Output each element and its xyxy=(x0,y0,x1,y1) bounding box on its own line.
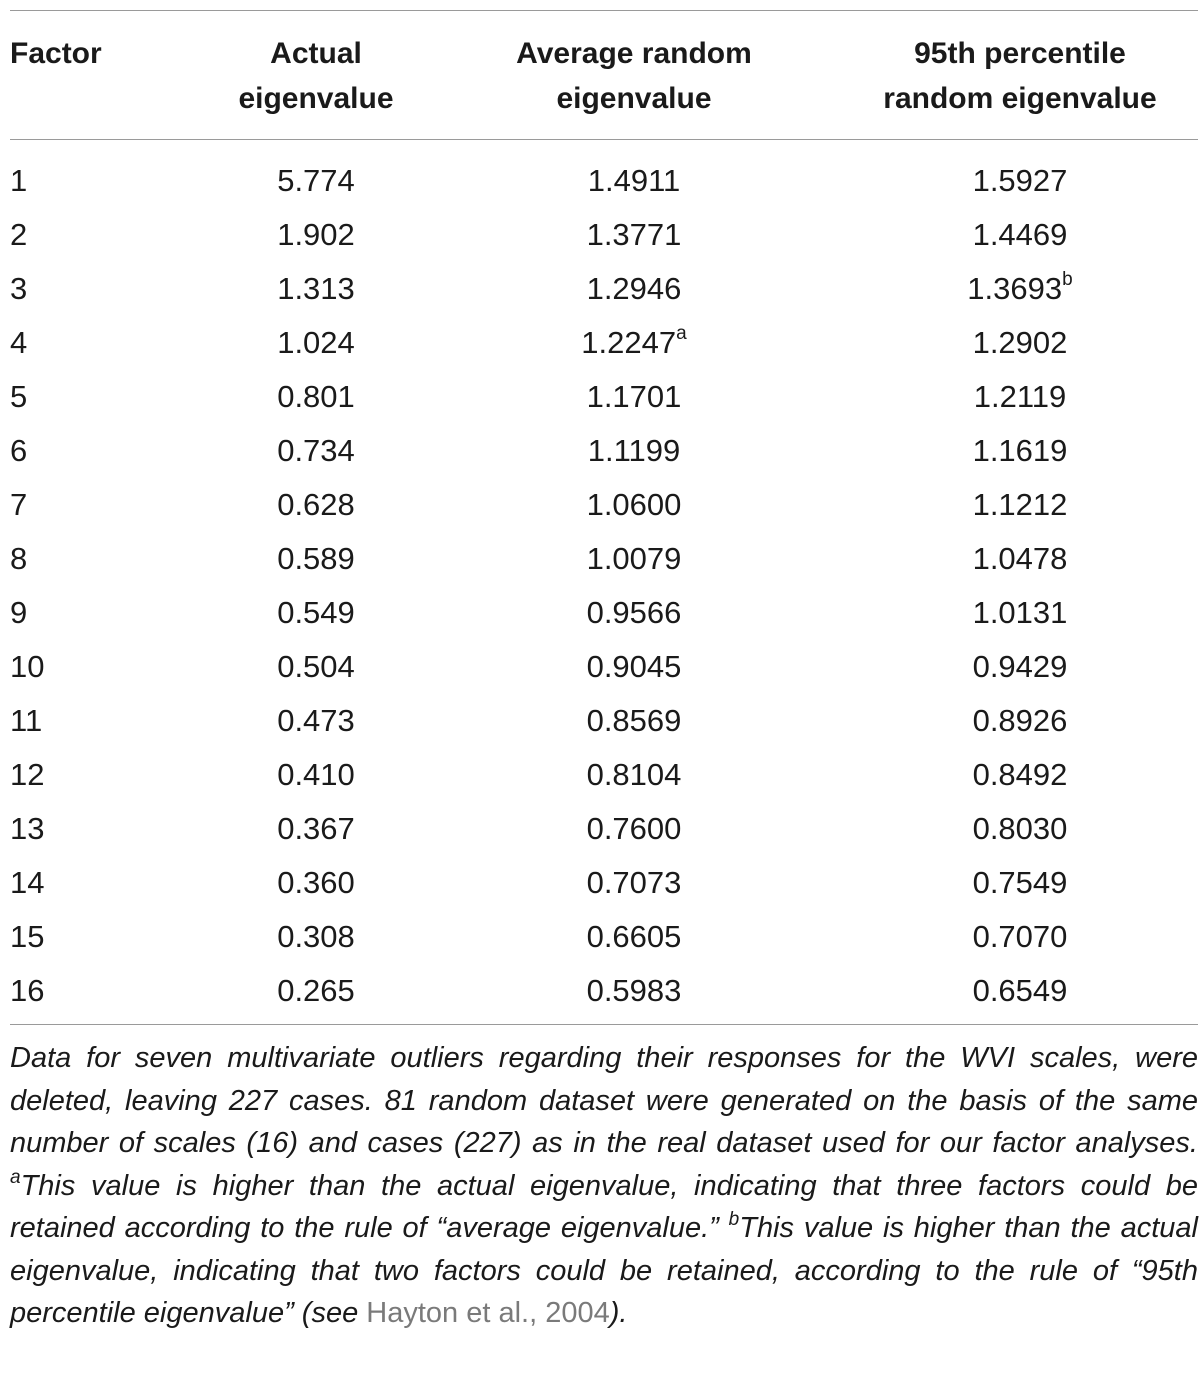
cell-value: 5.774 xyxy=(277,163,355,198)
cell-value: 1.0478 xyxy=(972,541,1068,576)
cell-actual-eigenvalue xyxy=(206,640,426,694)
cell-actual-eigenvalue xyxy=(206,262,426,316)
cell-factor xyxy=(10,140,206,208)
header-line-1: 95th percentile xyxy=(914,37,1126,70)
cell-factor xyxy=(10,262,206,316)
cell-actual-eigenvalue xyxy=(206,370,426,424)
cell-factor xyxy=(10,694,206,748)
table-row xyxy=(10,424,1198,478)
cell-value: 0.9429 xyxy=(972,649,1068,684)
cell-95th-percentile-eigenvalue xyxy=(842,910,1198,964)
cell-value: 1.5927 xyxy=(972,163,1068,198)
footnote-marker: b xyxy=(1062,269,1073,290)
cell-average-random-eigenvalue xyxy=(426,370,842,424)
cell-actual-eigenvalue xyxy=(206,478,426,532)
cell-value: 3 xyxy=(10,271,28,306)
cell-value: 1.3693 xyxy=(967,271,1063,306)
cell-factor xyxy=(10,478,206,532)
cell-value: 1 xyxy=(10,163,28,198)
header-line-2: eigenvalue xyxy=(238,82,394,115)
cell-actual-eigenvalue xyxy=(206,532,426,586)
cell-95th-percentile-eigenvalue xyxy=(842,140,1198,208)
header-line-1: Factor xyxy=(10,37,102,70)
table-row xyxy=(10,964,1198,1024)
cell-value: 0.5983 xyxy=(586,973,682,1008)
cell-95th-percentile-eigenvalue xyxy=(842,964,1198,1024)
cell-value: 1.0600 xyxy=(586,487,682,522)
header-line-2: random eigenvalue xyxy=(883,82,1157,115)
cell-value: 0.265 xyxy=(277,973,355,1008)
cell-value: 0.367 xyxy=(277,811,355,846)
table-row xyxy=(10,586,1198,640)
cell-actual-eigenvalue xyxy=(206,910,426,964)
table-row xyxy=(10,802,1198,856)
cell-actual-eigenvalue xyxy=(206,802,426,856)
cell-actual-eigenvalue xyxy=(206,424,426,478)
cell-value: 0.7549 xyxy=(972,865,1068,900)
cell-value: 6 xyxy=(10,433,28,468)
cell-value: 16 xyxy=(10,973,45,1008)
table-row xyxy=(10,856,1198,910)
table-row xyxy=(10,532,1198,586)
cell-value: 0.473 xyxy=(277,703,355,738)
cell-average-random-eigenvalue xyxy=(426,964,842,1024)
table-row xyxy=(10,208,1198,262)
header-line-1: Actual xyxy=(270,37,362,70)
cell-factor xyxy=(10,910,206,964)
cell-95th-percentile-eigenvalue xyxy=(842,208,1198,262)
cell-average-random-eigenvalue xyxy=(426,748,842,802)
column-header-95th-percentile-random-eigenvalue xyxy=(842,11,1198,140)
cell-95th-percentile-eigenvalue xyxy=(842,856,1198,910)
cell-average-random-eigenvalue xyxy=(426,694,842,748)
cell-average-random-eigenvalue xyxy=(426,640,842,694)
cell-value: 0.410 xyxy=(277,757,355,792)
cell-actual-eigenvalue xyxy=(206,748,426,802)
cell-value: 0.7070 xyxy=(972,919,1068,954)
cell-average-random-eigenvalue xyxy=(426,208,842,262)
cell-value: 11 xyxy=(10,703,43,738)
cell-value: 1.1199 xyxy=(587,433,681,468)
cell-value: 0.8030 xyxy=(972,811,1068,846)
cell-value: 5 xyxy=(10,379,28,414)
table-footnote xyxy=(10,1025,1198,1335)
cell-value: 1.4469 xyxy=(972,217,1068,252)
table-row xyxy=(10,140,1198,208)
header-line-1: Average random xyxy=(516,37,752,70)
cell-value: 0.589 xyxy=(277,541,355,576)
cell-value: 0.628 xyxy=(277,487,355,522)
cell-factor xyxy=(10,532,206,586)
cell-value: 1.1212 xyxy=(972,487,1068,522)
cell-value: 0.7600 xyxy=(586,811,682,846)
cell-95th-percentile-eigenvalue xyxy=(842,532,1198,586)
cell-value: 1.2902 xyxy=(972,325,1068,360)
cell-average-random-eigenvalue xyxy=(426,424,842,478)
cell-value: 15 xyxy=(10,919,45,954)
eigenvalue-table xyxy=(10,11,1198,1024)
cell-factor xyxy=(10,856,206,910)
cell-95th-percentile-eigenvalue xyxy=(842,262,1198,316)
column-header-average-random-eigenvalue xyxy=(426,11,842,140)
cell-actual-eigenvalue xyxy=(206,140,426,208)
column-header-actual-eigenvalue xyxy=(206,11,426,140)
cell-value: 1.902 xyxy=(277,217,355,252)
cell-value: 10 xyxy=(10,649,45,684)
cell-average-random-eigenvalue xyxy=(426,140,842,208)
cell-value: 1.2119 xyxy=(973,379,1067,414)
cell-average-random-eigenvalue xyxy=(426,802,842,856)
cell-95th-percentile-eigenvalue xyxy=(842,424,1198,478)
cell-value: 0.6605 xyxy=(586,919,682,954)
cell-factor xyxy=(10,586,206,640)
cell-factor xyxy=(10,424,206,478)
table-row xyxy=(10,370,1198,424)
cell-value: 0.9045 xyxy=(586,649,682,684)
cell-value: 0.549 xyxy=(277,595,355,630)
cell-95th-percentile-eigenvalue xyxy=(842,478,1198,532)
cell-average-random-eigenvalue xyxy=(426,910,842,964)
cell-value: 1.024 xyxy=(277,325,355,360)
cell-value: 0.6549 xyxy=(972,973,1068,1008)
table-row xyxy=(10,262,1198,316)
cell-value: 1.313 xyxy=(277,271,355,306)
cell-value: 1.4911 xyxy=(587,163,681,198)
cell-value: 0.308 xyxy=(277,919,355,954)
cell-factor xyxy=(10,316,206,370)
cell-value: 1.0079 xyxy=(586,541,682,576)
cell-value: 2 xyxy=(10,217,28,252)
cell-actual-eigenvalue xyxy=(206,856,426,910)
cell-95th-percentile-eigenvalue xyxy=(842,802,1198,856)
footnote-text-2: This value is higher than the actual eigenvalue, indicating that three factors could be retained according to the rule of “average eigenvalue.” xyxy=(10,1169,1198,1244)
cell-average-random-eigenvalue xyxy=(426,586,842,640)
cell-value: 4 xyxy=(10,325,28,360)
cell-95th-percentile-eigenvalue xyxy=(842,316,1198,370)
table-header xyxy=(10,11,1198,140)
cell-average-random-eigenvalue xyxy=(426,316,842,370)
cell-value: 12 xyxy=(10,757,45,792)
cell-value: 8 xyxy=(10,541,28,576)
footnote-marker-b: b xyxy=(728,1209,740,1230)
cell-value: 0.8104 xyxy=(586,757,682,792)
cell-value: 0.504 xyxy=(277,649,355,684)
citation-link[interactable]: Hayton et al., 2004 xyxy=(366,1297,610,1329)
cell-value: 1.2946 xyxy=(586,271,682,306)
cell-value: 0.734 xyxy=(277,433,355,468)
table-body xyxy=(10,140,1198,1024)
cell-actual-eigenvalue xyxy=(206,586,426,640)
cell-95th-percentile-eigenvalue xyxy=(842,694,1198,748)
cell-value: 0.7073 xyxy=(586,865,682,900)
cell-actual-eigenvalue xyxy=(206,208,426,262)
cell-factor xyxy=(10,802,206,856)
cell-95th-percentile-eigenvalue xyxy=(842,370,1198,424)
cell-value: 0.8492 xyxy=(972,757,1068,792)
cell-95th-percentile-eigenvalue xyxy=(842,586,1198,640)
cell-95th-percentile-eigenvalue xyxy=(842,748,1198,802)
cell-value: 14 xyxy=(10,865,45,900)
cell-value: 13 xyxy=(10,811,45,846)
cell-average-random-eigenvalue xyxy=(426,262,842,316)
table-row xyxy=(10,910,1198,964)
cell-value: 0.360 xyxy=(277,865,355,900)
cell-value: 0.801 xyxy=(277,379,355,414)
footnote-text-4: ). xyxy=(609,1297,628,1329)
cell-average-random-eigenvalue xyxy=(426,856,842,910)
cell-value: 0.8926 xyxy=(972,703,1068,738)
cell-value: 1.0131 xyxy=(972,595,1068,630)
cell-value: 1.2247 xyxy=(581,325,677,360)
cell-value: 0.8569 xyxy=(586,703,682,738)
table-row xyxy=(10,478,1198,532)
table-row xyxy=(10,316,1198,370)
cell-value: 1.1619 xyxy=(972,433,1068,468)
cell-actual-eigenvalue xyxy=(206,694,426,748)
footnote-marker: a xyxy=(676,323,687,344)
cell-factor xyxy=(10,964,206,1024)
cell-factor xyxy=(10,748,206,802)
cell-average-random-eigenvalue xyxy=(426,532,842,586)
header-line-2: eigenvalue xyxy=(556,82,712,115)
table-row xyxy=(10,694,1198,748)
cell-value: 9 xyxy=(10,595,28,630)
cell-95th-percentile-eigenvalue xyxy=(842,640,1198,694)
cell-value: 1.3771 xyxy=(586,217,682,252)
table-row xyxy=(10,748,1198,802)
table-container xyxy=(10,0,1198,1335)
cell-actual-eigenvalue xyxy=(206,964,426,1024)
cell-value: 0.9566 xyxy=(586,595,682,630)
footnote-text-1: Data for seven multivariate outliers regarding their responses for the WVI scales, were deleted, leaving 227 cases. 81 random dataset were generated on the basis of the same number of scales (16) and cases (227) as in the real dataset used for our factor analyses. xyxy=(10,1042,1198,1159)
column-header-factor xyxy=(10,11,206,140)
footnote-marker-a: a xyxy=(10,1166,21,1188)
cell-value: 7 xyxy=(10,487,28,522)
cell-factor xyxy=(10,640,206,694)
cell-actual-eigenvalue xyxy=(206,316,426,370)
cell-factor xyxy=(10,370,206,424)
footnote-text-3: This value is higher than the actual eigenvalue, indicating that two factors could be retained, according to the rule of “95th percentile eigenvalue” (see xyxy=(10,1212,1199,1329)
table-row xyxy=(10,640,1198,694)
header-row xyxy=(10,11,1198,140)
cell-value: 1.1701 xyxy=(586,379,682,414)
cell-average-random-eigenvalue xyxy=(426,478,842,532)
cell-factor xyxy=(10,208,206,262)
